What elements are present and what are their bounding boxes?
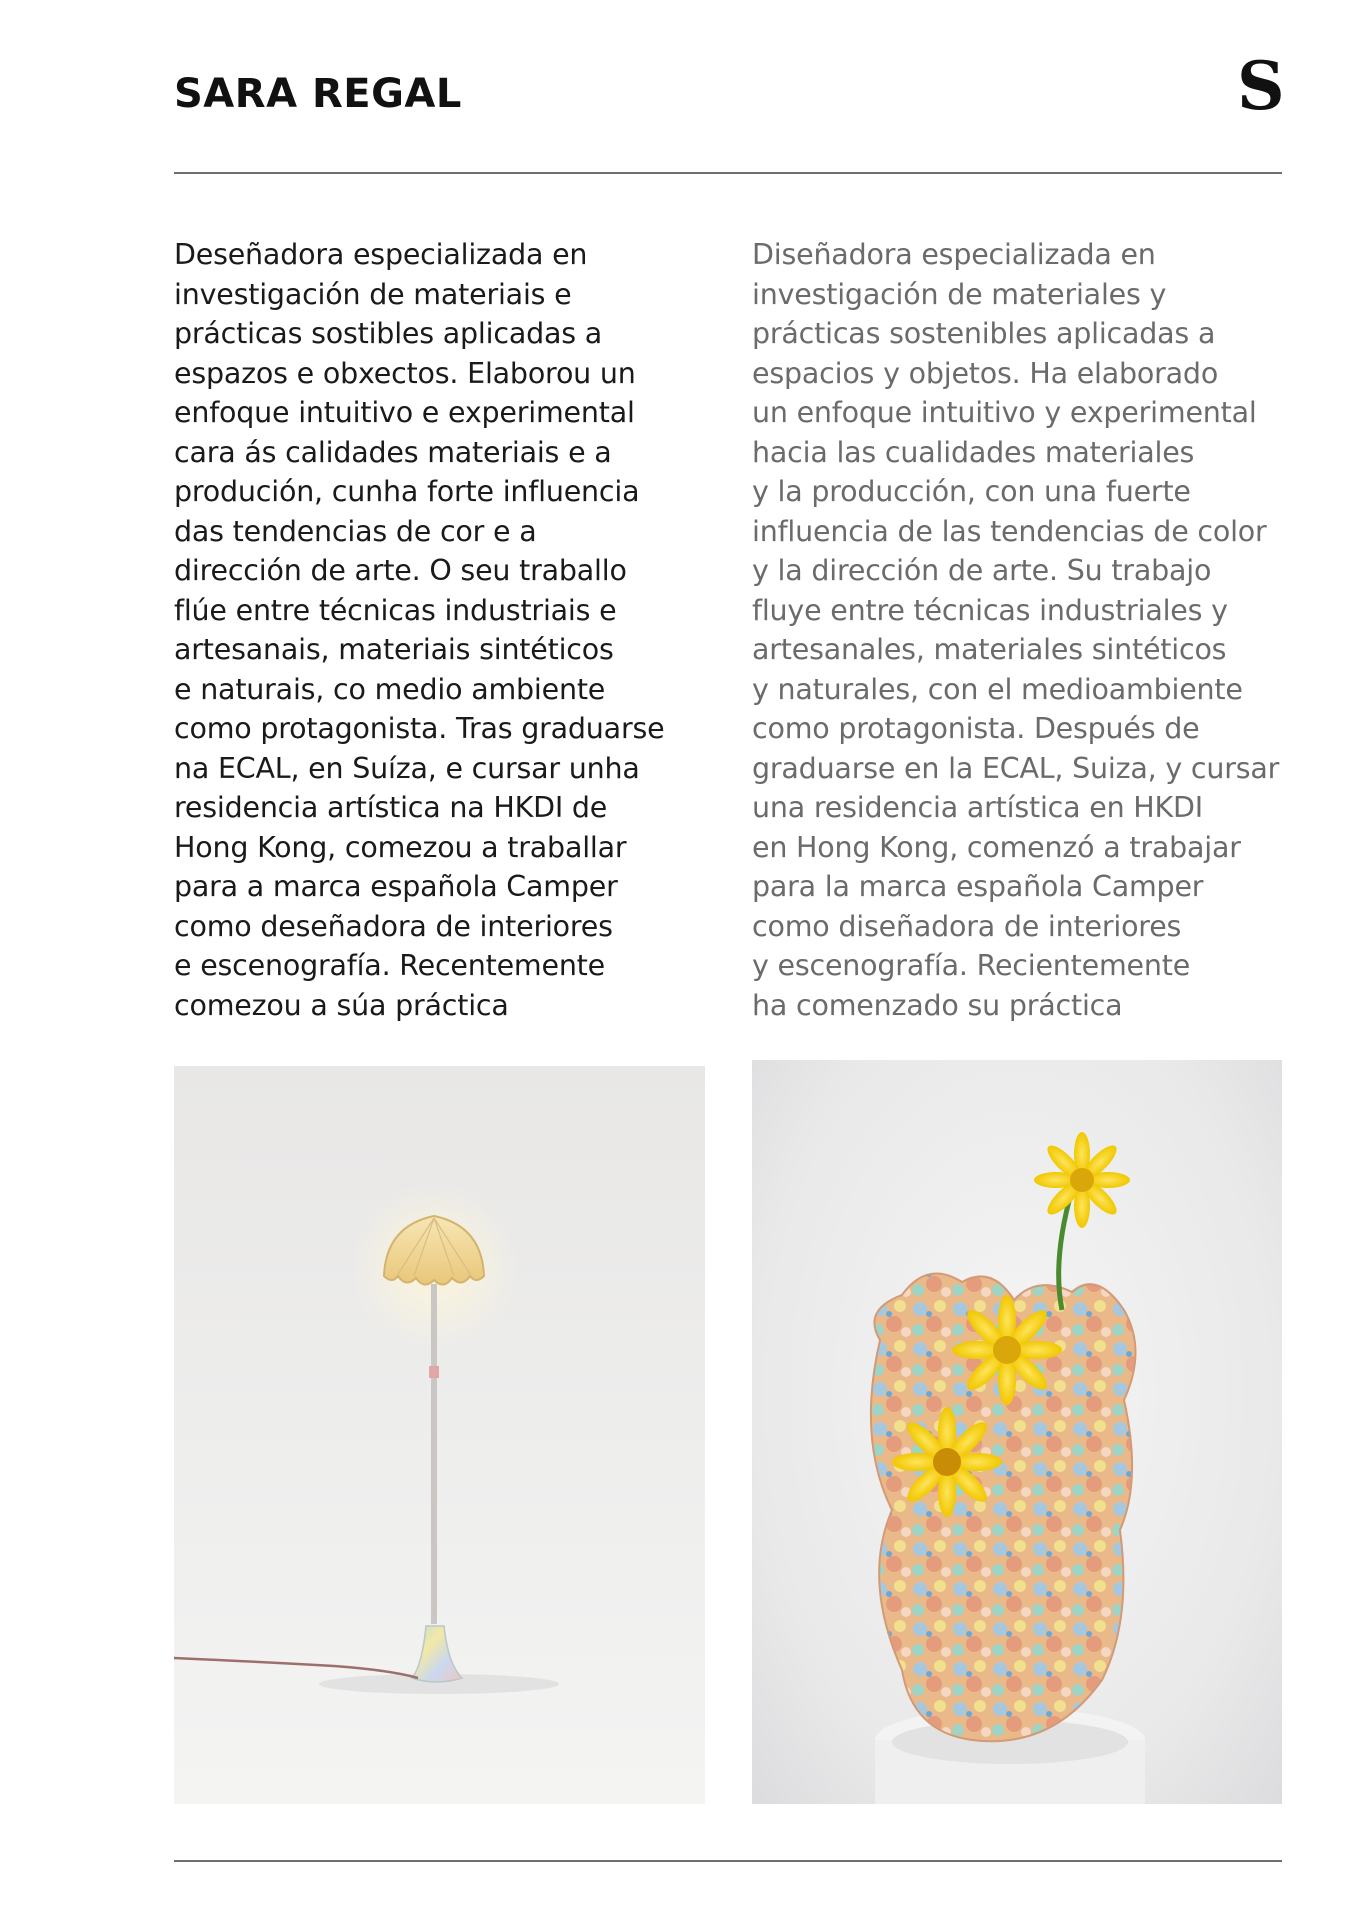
text-line: influencia de las tendencias de color (752, 514, 1267, 548)
text-line: enfoque intuitivo e experimental (174, 396, 635, 429)
text-line: artesanais, materiais sintéticos (174, 633, 614, 666)
text-line: e naturais, co medio ambiente (174, 672, 606, 706)
text-line: y naturales, con el medioambiente (752, 672, 1243, 706)
text-line: como diseñadora de interiores (752, 909, 1182, 943)
text-line: Deseñadora especializada en (174, 238, 588, 271)
text-line: investigación de materiais e (174, 277, 572, 311)
logo-icon: S (1237, 47, 1285, 125)
text-line: un enfoque intuitivo y experimental (752, 396, 1257, 429)
text-line: das tendencias de cor e a (174, 514, 537, 548)
text-line: prácticas sostibles aplicadas a (174, 317, 603, 350)
text-line: produción, cunha forte influencia (174, 475, 640, 508)
bottom-divider (174, 1860, 1282, 1862)
text-line: y la producción, con una fuerte (752, 475, 1191, 508)
text-line: Diseñadora especializada en (752, 238, 1156, 271)
text-line: y la dirección de arte. Su trabajo (752, 554, 1212, 587)
text-line: residencia artística na HKDI de (174, 791, 608, 824)
lamp-illustration (174, 1066, 705, 1804)
text-line: para a marca española Camper (174, 870, 618, 903)
text-line: flúe entre técnicas industriais e (174, 593, 617, 627)
text-line: como protagonista. Tras graduarse (174, 712, 665, 745)
text-column-galician (174, 235, 744, 1025)
text-line: comezou a súa práctica (174, 988, 509, 1022)
text-line: hacia las cualidades materiales (752, 435, 1195, 469)
text-line: en Hong Kong, comenzó a trabajar (752, 830, 1241, 864)
text-column-spanish (752, 235, 1322, 1025)
text-line: investigación de materiales y (752, 277, 1167, 311)
text-line: para la marca española Camper (752, 870, 1204, 903)
text-line: fluye entre técnicas industriales y (752, 593, 1228, 627)
text-line: y escenografía. Recientemente (752, 949, 1191, 982)
text-line: como protagonista. Después de (752, 712, 1200, 745)
text-line: espazos e obxectos. Elaborou un (174, 356, 636, 390)
vase-illustration (752, 1060, 1282, 1804)
top-divider (174, 172, 1282, 174)
lamp-photo (174, 1066, 705, 1804)
text-line: graduarse en la ECAL, Suiza, y cursar (752, 751, 1280, 785)
text-line: espacios y objetos. Ha elaborado (752, 356, 1219, 390)
text-line: como deseñadora de interiores (174, 909, 613, 943)
text-line: ha comenzado su práctica (752, 988, 1123, 1022)
text-line: dirección de arte. O seu traballo (174, 554, 627, 587)
page-title: SARA REGAL (174, 71, 462, 117)
text-line: Hong Kong, comezou a traballar (174, 830, 627, 864)
text-line: artesanales, materiales sintéticos (752, 633, 1227, 666)
text-line: cara ás calidades materiais e a (174, 435, 612, 469)
vase-photo (752, 1060, 1282, 1804)
text-line: e escenografía. Recentemente (174, 949, 605, 982)
text-line: una residencia artística en HKDI (752, 791, 1203, 824)
text-line: prácticas sostenibles aplicadas a (752, 317, 1216, 350)
text-line: na ECAL, en Suíza, e cursar unha (174, 751, 640, 785)
